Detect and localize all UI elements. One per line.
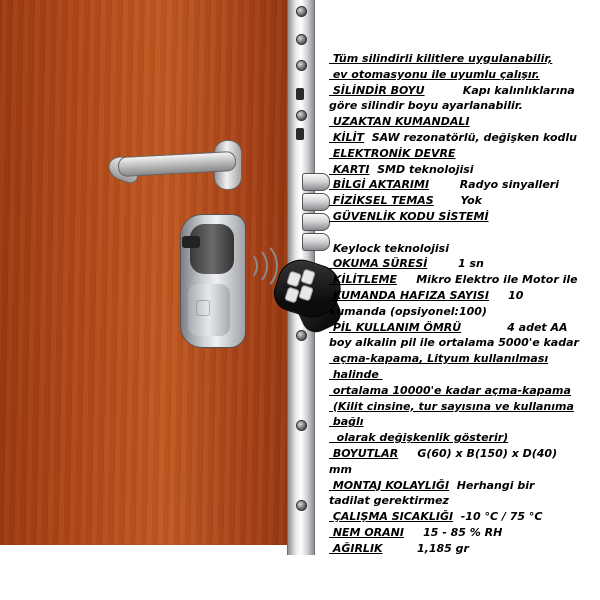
spec-label: NEM ORANI <box>329 525 404 539</box>
spec-line <box>329 430 600 446</box>
spec-line <box>329 351 600 367</box>
spec-line <box>329 51 600 67</box>
spec-value: 1 sn <box>427 257 484 271</box>
lock-bolt <box>302 233 330 251</box>
spec-label: ELEKTRONİK DEVRE <box>329 146 456 160</box>
spec-value: G(60) x B(150) x D(40) <box>398 446 558 460</box>
lock-bolt <box>302 213 330 231</box>
spec-line <box>329 478 600 494</box>
cylinder-thumbturn <box>190 224 234 274</box>
spec-value: -10 °C / 75 °C <box>453 510 543 524</box>
screw-icon <box>296 420 307 431</box>
spec-label: KİLİTLEME <box>329 273 398 287</box>
spec-line <box>329 414 600 430</box>
spec-value: boy alkalin pil ile ortalama 5000'e kadar <box>329 336 579 350</box>
spec-line <box>329 83 600 99</box>
screw-icon <box>296 6 307 17</box>
spec-label: ortalama 10000'e kadar açma-kapama <box>329 383 571 397</box>
spec-value: Yok <box>433 194 482 208</box>
spec-label: Tüm silindirli kilitlere uygulanabilir, <box>329 52 553 65</box>
spec-label: (Kilit cinsine, tur sayısına ve kullanıma <box>329 399 574 413</box>
strike-slot <box>296 88 304 100</box>
screw-icon <box>296 60 307 71</box>
spec-line <box>329 130 600 146</box>
spec-value: Mikro Elektro ile Motor ile <box>397 273 578 287</box>
spec-line <box>329 193 600 209</box>
spec-value: Keylock teknolojisi <box>329 241 449 255</box>
spec-value: mm <box>329 462 352 476</box>
lock-bolt <box>302 173 330 191</box>
spec-label: SİLİNDİR BOYU <box>329 83 425 97</box>
spec-value: Radyo sinyalleri <box>429 178 559 192</box>
spec-label: açma-kapama, Lityum kullanılması <box>329 352 549 366</box>
spec-line <box>329 304 600 320</box>
spec-label: KARTI <box>329 162 370 176</box>
spec-line <box>329 493 600 509</box>
spec-line <box>329 272 600 288</box>
spec-label: AĞIRLIK <box>329 541 383 555</box>
spec-value: kumanda (opsiyonel:100) <box>329 304 487 318</box>
spec-line <box>329 541 600 557</box>
spec-line <box>329 177 600 193</box>
cylinder-logo <box>196 300 210 316</box>
spec-value: 4 adet AA <box>461 320 568 334</box>
spec-label: KUMANDA HAFIZA SAYISI <box>329 288 489 302</box>
spec-line <box>329 446 600 462</box>
spec-label: PİL KULLANIM ÖMRÜ <box>329 320 462 334</box>
spec-label: olarak değişkenlik gösterir) <box>329 431 509 445</box>
spec-value: tadilat gerektirmez <box>329 494 449 508</box>
spec-value: Herhangi bir <box>449 478 535 492</box>
spec-line <box>329 335 600 351</box>
screw-icon <box>296 500 307 511</box>
spec-line <box>329 256 600 272</box>
spec-line <box>329 525 600 541</box>
thumbturn-knob <box>182 236 200 248</box>
strike-slot <box>296 128 304 140</box>
spec-text-block <box>329 51 600 557</box>
spec-label: ÇALIŞMA SICAKLIĞI <box>329 510 454 524</box>
spec-value: SAW rezonatörlü, değişken kodlu <box>364 130 577 144</box>
spec-label: KİLİT <box>329 130 365 144</box>
spec-label: GÜVENLİK KODU SİSTEMİ <box>329 209 489 223</box>
spec-line <box>329 209 600 225</box>
spec-value: SMD teknolojisi <box>369 162 474 176</box>
spec-line <box>329 162 600 178</box>
spec-label: halinde <box>329 367 383 381</box>
spec-value: göre silindir boyu ayarlanabilir. <box>329 99 523 113</box>
spec-line <box>329 509 600 525</box>
spec-line <box>329 320 600 336</box>
screw-icon <box>296 34 307 45</box>
spec-line <box>329 67 600 83</box>
spec-line <box>329 114 600 130</box>
spec-label: OKUMA SÜRESİ <box>329 257 428 271</box>
lock-bolt <box>302 193 330 211</box>
spec-line <box>329 288 600 304</box>
screw-icon <box>296 110 307 121</box>
spec-value: 10 <box>488 288 524 302</box>
spec-line <box>329 367 600 383</box>
spec-label: BİLGİ AKTARIMI <box>329 178 430 192</box>
spec-value: 1,185 gr <box>382 541 469 555</box>
spec-label: ev otomasyonu ile uyumlu çalışır. <box>329 67 540 81</box>
signal-waves-icon <box>232 240 278 292</box>
spec-label: FİZİKSEL TEMAS <box>329 194 434 208</box>
spec-line <box>329 399 600 415</box>
spec-label: UZAKTAN KUMANDALI <box>329 115 470 129</box>
spec-line <box>329 241 600 257</box>
spec-value: 15 - 85 % RH <box>403 525 503 539</box>
screw-icon <box>296 330 307 341</box>
spec-line <box>329 98 600 114</box>
spec-label: bağlı <box>329 415 364 429</box>
spec-value: Kapı kalınlıklarına <box>424 83 575 97</box>
spec-label: BOYUTLAR <box>329 446 399 460</box>
spec-line <box>329 225 600 241</box>
spec-line <box>329 462 600 478</box>
spec-label: MONTAJ KOLAYLIĞI <box>329 478 450 492</box>
spec-line <box>329 146 600 162</box>
spec-line <box>329 383 600 399</box>
